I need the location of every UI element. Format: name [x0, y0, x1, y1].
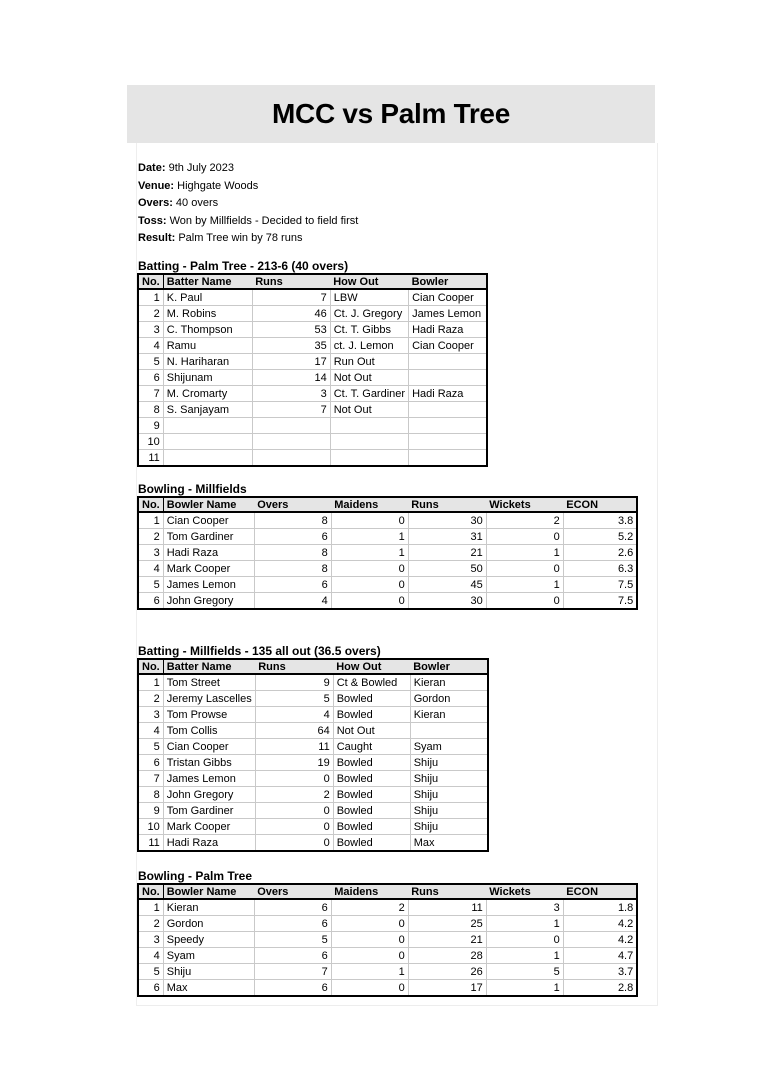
match-info-value: Palm Tree win by 78 runs: [175, 232, 303, 244]
table-row: [138, 755, 488, 771]
table-cell: James Lemon: [163, 771, 255, 787]
table-cell: 10: [138, 434, 163, 450]
table-cell: Cian Cooper: [163, 512, 254, 529]
table-cell: 1: [331, 545, 408, 561]
column-header: Wickets: [486, 884, 563, 899]
table-cell: Max: [413, 836, 435, 849]
table-cell: 4: [138, 948, 163, 964]
column-header: Overs: [254, 884, 331, 899]
table-cell: ct. J. Lemon: [330, 338, 408, 354]
table-cell: Kieran: [410, 707, 488, 723]
table-row: [138, 739, 488, 755]
table-row: [138, 512, 637, 529]
table-cell: 1: [486, 577, 563, 593]
table-cell: Ct. T. Gibbs: [330, 322, 408, 338]
table-cell: [409, 450, 487, 467]
table-cell: Bowled: [333, 691, 410, 707]
table-cell: [330, 418, 408, 434]
table-header-row: [138, 274, 487, 289]
table-cell: [330, 450, 408, 467]
table-cell: Kieran: [410, 674, 488, 691]
section-bowling-millfields: [137, 482, 638, 610]
column-header: No.: [138, 497, 163, 512]
column-header: Maidens: [331, 497, 408, 512]
match-info-label: Venue:: [138, 179, 175, 192]
table-cell: 2: [255, 787, 333, 803]
match-info-line: [138, 178, 358, 196]
table-cell: 2: [138, 691, 163, 707]
table-cell: 6: [254, 916, 331, 932]
table-row: [138, 593, 637, 610]
table-cell: [409, 402, 487, 418]
table-cell: [409, 434, 487, 450]
table-cell: 0: [486, 593, 563, 610]
table-cell: Shiju: [410, 819, 488, 835]
section-heading: Bowling - Millfields: [138, 482, 247, 496]
table-header-row: [138, 659, 488, 674]
table-row: [138, 386, 487, 402]
table-cell: Shiju: [410, 787, 488, 803]
table-cell: Hadi Raza: [409, 322, 487, 338]
table-cell: 53: [252, 322, 330, 338]
table-cell: Bowled: [333, 707, 410, 723]
match-info-line: [138, 213, 358, 231]
table-row: [138, 964, 637, 980]
column-header: Bowler: [409, 274, 487, 289]
match-info-value: Highgate Woods: [174, 179, 259, 192]
table-cell: 4: [138, 723, 163, 739]
column-header: Batter Name: [163, 659, 255, 674]
table-row: [138, 948, 637, 964]
table-cell: 21: [408, 545, 486, 561]
column-header: No.: [138, 274, 163, 289]
table-cell: M. Cromarty: [163, 386, 252, 402]
table-cell: 8: [254, 512, 331, 529]
title-banner: [127, 85, 655, 143]
table-row: [138, 916, 637, 932]
table-cell: 5.2: [563, 529, 637, 545]
column-header: Runs: [408, 497, 486, 512]
table-cell: C. Thompson: [163, 322, 252, 338]
section-heading: Bowling - Palm Tree: [138, 869, 253, 883]
table-row: [138, 771, 488, 787]
table-cell: Max: [163, 980, 254, 997]
table-row: [138, 835, 488, 852]
table-header-row: [138, 497, 637, 512]
table-cell: Not Out: [333, 723, 410, 739]
table-cell: 50: [408, 561, 486, 577]
column-header: How Out: [333, 659, 410, 674]
table-cell: 0: [255, 835, 333, 852]
table-cell: 7: [138, 386, 163, 402]
table-cell: [410, 723, 488, 739]
table-cell: Hadi Raza: [163, 835, 255, 852]
column-header: Bowler: [410, 659, 488, 674]
table-cell: 1: [138, 674, 163, 691]
match-info-label: Toss:: [138, 214, 167, 227]
table-row: [138, 561, 637, 577]
table-cell: Tom Gardiner: [163, 803, 255, 819]
match-info-line: [138, 160, 358, 178]
table-cell: 31: [408, 529, 486, 545]
table-cell: 1: [331, 964, 408, 980]
table-cell: James Lemon: [409, 306, 487, 322]
table-row: [138, 322, 487, 338]
table-cell: Ct. T. Gardiner: [330, 386, 408, 402]
table-cell: 4: [254, 593, 331, 610]
table-cell: Hadi Raza: [409, 386, 487, 402]
table-cell: Tom Collis: [163, 723, 255, 739]
table-cell: 1.8: [563, 899, 637, 916]
table-cell: 7.5: [617, 594, 634, 607]
table-row: [138, 434, 487, 450]
table-row: [138, 803, 488, 819]
table-cell: Mark Cooper: [163, 561, 254, 577]
table-cell: 0: [331, 593, 408, 610]
table-cell: Tom Gardiner: [163, 529, 254, 545]
table-cell: Ramu: [163, 338, 252, 354]
table-cell: 2.6: [563, 545, 637, 561]
table-row: [138, 545, 637, 561]
table-cell: 0: [331, 916, 408, 932]
table-cell: 3: [138, 707, 163, 723]
table-row: [138, 577, 637, 593]
table-cell: 1: [486, 916, 563, 932]
table-cell: John Gregory: [163, 787, 255, 803]
table-cell: Jeremy Lascelles: [163, 691, 255, 707]
table-cell: 2.8: [617, 981, 634, 994]
table-cell: 0: [331, 561, 408, 577]
table-cell: 7: [138, 771, 163, 787]
table-cell: 21: [408, 932, 486, 948]
table-cell: 6: [138, 980, 163, 997]
table-cell: Cian Cooper: [163, 739, 255, 755]
table-cell: 46: [252, 306, 330, 322]
table-cell: 10: [138, 819, 163, 835]
table-cell: 1: [138, 899, 163, 916]
table-cell: LBW: [330, 289, 408, 306]
table-cell: Not Out: [330, 402, 408, 418]
table-cell: 2: [331, 899, 408, 916]
match-info: [138, 160, 358, 248]
table-cell: Shiju: [163, 964, 254, 980]
table-cell: Cian Cooper: [409, 338, 487, 354]
table-cell: 30: [408, 512, 486, 529]
table-cell: 1: [138, 289, 163, 306]
table-cell: [330, 434, 408, 450]
match-info-label: Date:: [138, 162, 166, 174]
table-cell: 7: [252, 289, 330, 306]
table-cell: 0: [486, 529, 563, 545]
table-cell: Kieran: [163, 899, 254, 916]
column-header: Maidens: [331, 884, 408, 899]
table-cell: Tristan Gibbs: [163, 755, 255, 771]
table-cell: 7.5: [563, 577, 637, 593]
table-cell: 6: [254, 980, 331, 997]
column-header: Runs: [252, 274, 330, 289]
table-cell: 4: [255, 707, 333, 723]
table-cell: [252, 418, 330, 434]
section-heading: Batting - Palm Tree - 213-6 (40 overs): [138, 259, 349, 273]
table-row: [138, 899, 637, 916]
table-cell: [409, 370, 487, 386]
table-row: [138, 707, 488, 723]
batting-table: [137, 658, 489, 852]
table-cell: Hadi Raza: [163, 545, 254, 561]
table-cell: 3: [138, 932, 163, 948]
column-header: Bowler Name: [163, 884, 254, 899]
column-header: Runs: [255, 659, 333, 674]
table-cell: 1: [486, 545, 563, 561]
column-header: Runs: [408, 884, 486, 899]
table-cell: 1: [486, 980, 563, 997]
bowling-table: [137, 883, 638, 997]
table-cell: 5: [486, 964, 563, 980]
table-cell: 30: [408, 593, 486, 610]
table-cell: [163, 450, 252, 467]
table-cell: 35: [252, 338, 330, 354]
table-row: [138, 370, 487, 386]
table-row: [138, 932, 637, 948]
table-cell: [163, 418, 252, 434]
table-cell: 6: [254, 577, 331, 593]
table-cell: 1: [486, 948, 563, 964]
table-cell: 7: [252, 402, 330, 418]
section-bowling-palm-tree: [137, 869, 638, 997]
table-cell: Gordon: [410, 691, 488, 707]
table-row: [138, 529, 637, 545]
table-cell: 0: [486, 561, 563, 577]
match-info-value: 9th July 2023: [165, 162, 235, 174]
table-cell: Cian Cooper: [409, 289, 487, 306]
table-cell: 0: [331, 980, 408, 997]
table-cell: M. Robins: [163, 306, 252, 322]
table-cell: James Lemon: [163, 577, 254, 593]
table-cell: Bowled: [333, 787, 410, 803]
table-row: [138, 354, 487, 370]
table-cell: 8: [138, 787, 163, 803]
table-cell: 4.2: [563, 932, 637, 948]
table-cell: Ct. J. Gregory: [330, 306, 408, 322]
table-cell: Bowled: [333, 835, 410, 852]
table-cell: 3.7: [563, 964, 637, 980]
table-row: [138, 674, 488, 691]
table-cell: 4.7: [563, 948, 637, 964]
table-cell: 11: [138, 835, 163, 852]
table-row: [138, 306, 487, 322]
table-cell: 7: [254, 964, 331, 980]
table-cell: Syam: [163, 948, 254, 964]
table-cell: Shijunam: [163, 370, 252, 386]
table-cell: Bowled: [333, 771, 410, 787]
table-cell: Shiju: [410, 755, 488, 771]
table-cell: 6: [138, 593, 163, 610]
table-cell: John Gregory: [163, 593, 254, 610]
table-row: [138, 402, 487, 418]
table-cell: [409, 354, 487, 370]
table-cell: 2: [138, 306, 163, 322]
table-row: [138, 787, 488, 803]
table-cell: 8: [254, 545, 331, 561]
table-cell: 1: [138, 512, 163, 529]
column-header: How Out: [330, 274, 408, 289]
table-cell: 2: [138, 916, 163, 932]
column-header: Overs: [254, 497, 331, 512]
table-cell: [409, 418, 487, 434]
table-cell: 26: [408, 964, 486, 980]
section-batting-millfields: [137, 644, 489, 852]
match-info-line: [138, 195, 358, 213]
table-row: [138, 819, 488, 835]
table-cell: 4: [138, 561, 163, 577]
table-cell: Shiju: [410, 771, 488, 787]
column-header: Batter Name: [163, 274, 252, 289]
table-cell: 19: [255, 755, 333, 771]
table-cell: 6: [254, 529, 331, 545]
table-cell: 6: [254, 899, 331, 916]
table-cell: Bowled: [333, 803, 410, 819]
batting-table: [137, 273, 488, 467]
table-cell: 6.3: [563, 561, 637, 577]
table-cell: 0: [331, 512, 408, 529]
table-cell: 0: [331, 577, 408, 593]
table-cell: 11: [255, 739, 333, 755]
bowling-table: [137, 496, 638, 610]
table-cell: 6: [138, 755, 163, 771]
table-cell: [252, 434, 330, 450]
table-cell: N. Hariharan: [163, 354, 252, 370]
table-cell: 9: [138, 418, 163, 434]
table-cell: S. Sanjayam: [163, 402, 252, 418]
column-header: No.: [138, 884, 163, 899]
table-cell: 8: [138, 402, 163, 418]
table-cell: 0: [331, 932, 408, 948]
table-cell: 0: [255, 771, 333, 787]
table-cell: 8: [254, 561, 331, 577]
section-batting-palm-tree: [137, 259, 488, 467]
table-cell: Bowled: [333, 819, 410, 835]
table-cell: 25: [408, 916, 486, 932]
table-cell: Caught: [333, 739, 410, 755]
table-row: [138, 289, 487, 306]
table-cell: 14: [252, 370, 330, 386]
table-cell: 11: [138, 450, 163, 467]
table-cell: Run Out: [330, 354, 408, 370]
table-cell: 64: [255, 723, 333, 739]
table-cell: 2: [138, 529, 163, 545]
table-cell: 3: [486, 899, 563, 916]
table-cell: 1: [331, 529, 408, 545]
table-cell: 0: [486, 932, 563, 948]
table-cell: 3.8: [563, 512, 637, 529]
table-cell: K. Paul: [163, 289, 252, 306]
table-cell: 5: [138, 739, 163, 755]
table-cell: Shiju: [410, 803, 488, 819]
table-cell: 6: [138, 370, 163, 386]
table-cell: [252, 450, 330, 467]
column-header: ECON: [563, 884, 637, 899]
table-cell: Gordon: [163, 916, 254, 932]
table-cell: 5: [138, 964, 163, 980]
table-cell: Not Out: [330, 370, 408, 386]
table-cell: 2: [486, 512, 563, 529]
match-info-value: Won by Millfields - Decided to field first: [166, 214, 359, 227]
table-cell: 28: [408, 948, 486, 964]
table-cell: 6: [254, 948, 331, 964]
table-cell: 11: [408, 899, 486, 916]
table-cell: 0: [255, 819, 333, 835]
table-row: [138, 980, 637, 997]
table-cell: 17: [252, 354, 330, 370]
table-cell: [163, 434, 252, 450]
table-cell: 9: [255, 674, 333, 691]
table-cell: 3: [138, 545, 163, 561]
table-cell: Syam: [410, 739, 488, 755]
table-row: [138, 338, 487, 354]
table-cell: 3: [138, 322, 163, 338]
table-cell: Ct & Bowled: [333, 674, 410, 691]
table-row: [138, 691, 488, 707]
table-cell: Tom Prowse: [163, 707, 255, 723]
column-header: Wickets: [486, 497, 563, 512]
match-info-line: [138, 230, 358, 248]
table-cell: 0: [255, 803, 333, 819]
table-cell: Bowled: [333, 755, 410, 771]
table-cell: 5: [138, 577, 163, 593]
table-cell: 4.2: [563, 916, 637, 932]
table-cell: 9: [138, 803, 163, 819]
match-info-value: 40 overs: [172, 197, 219, 209]
column-header: Bowler Name: [163, 497, 254, 512]
table-header-row: [138, 884, 637, 899]
table-row: [138, 418, 487, 434]
page-title: MCC vs Palm Tree: [272, 98, 510, 129]
table-row: [138, 450, 487, 467]
match-info-label: Result:: [138, 232, 176, 244]
table-row: [138, 723, 488, 739]
column-header: ECON: [563, 497, 637, 512]
table-cell: 17: [408, 980, 486, 997]
table-cell: 5: [254, 932, 331, 948]
section-heading: Batting - Millfields - 135 all out (36.5 overs): [138, 644, 381, 658]
match-info-label: Overs:: [138, 197, 173, 209]
table-cell: Speedy: [163, 932, 254, 948]
table-cell: 5: [138, 354, 163, 370]
table-cell: 45: [408, 577, 486, 593]
table-cell: 3: [252, 386, 330, 402]
table-cell: Tom Street: [163, 674, 255, 691]
table-cell: 0: [331, 948, 408, 964]
column-header: No.: [138, 659, 163, 674]
table-cell: Mark Cooper: [163, 819, 255, 835]
table-cell: 4: [138, 338, 163, 354]
table-cell: 5: [255, 691, 333, 707]
